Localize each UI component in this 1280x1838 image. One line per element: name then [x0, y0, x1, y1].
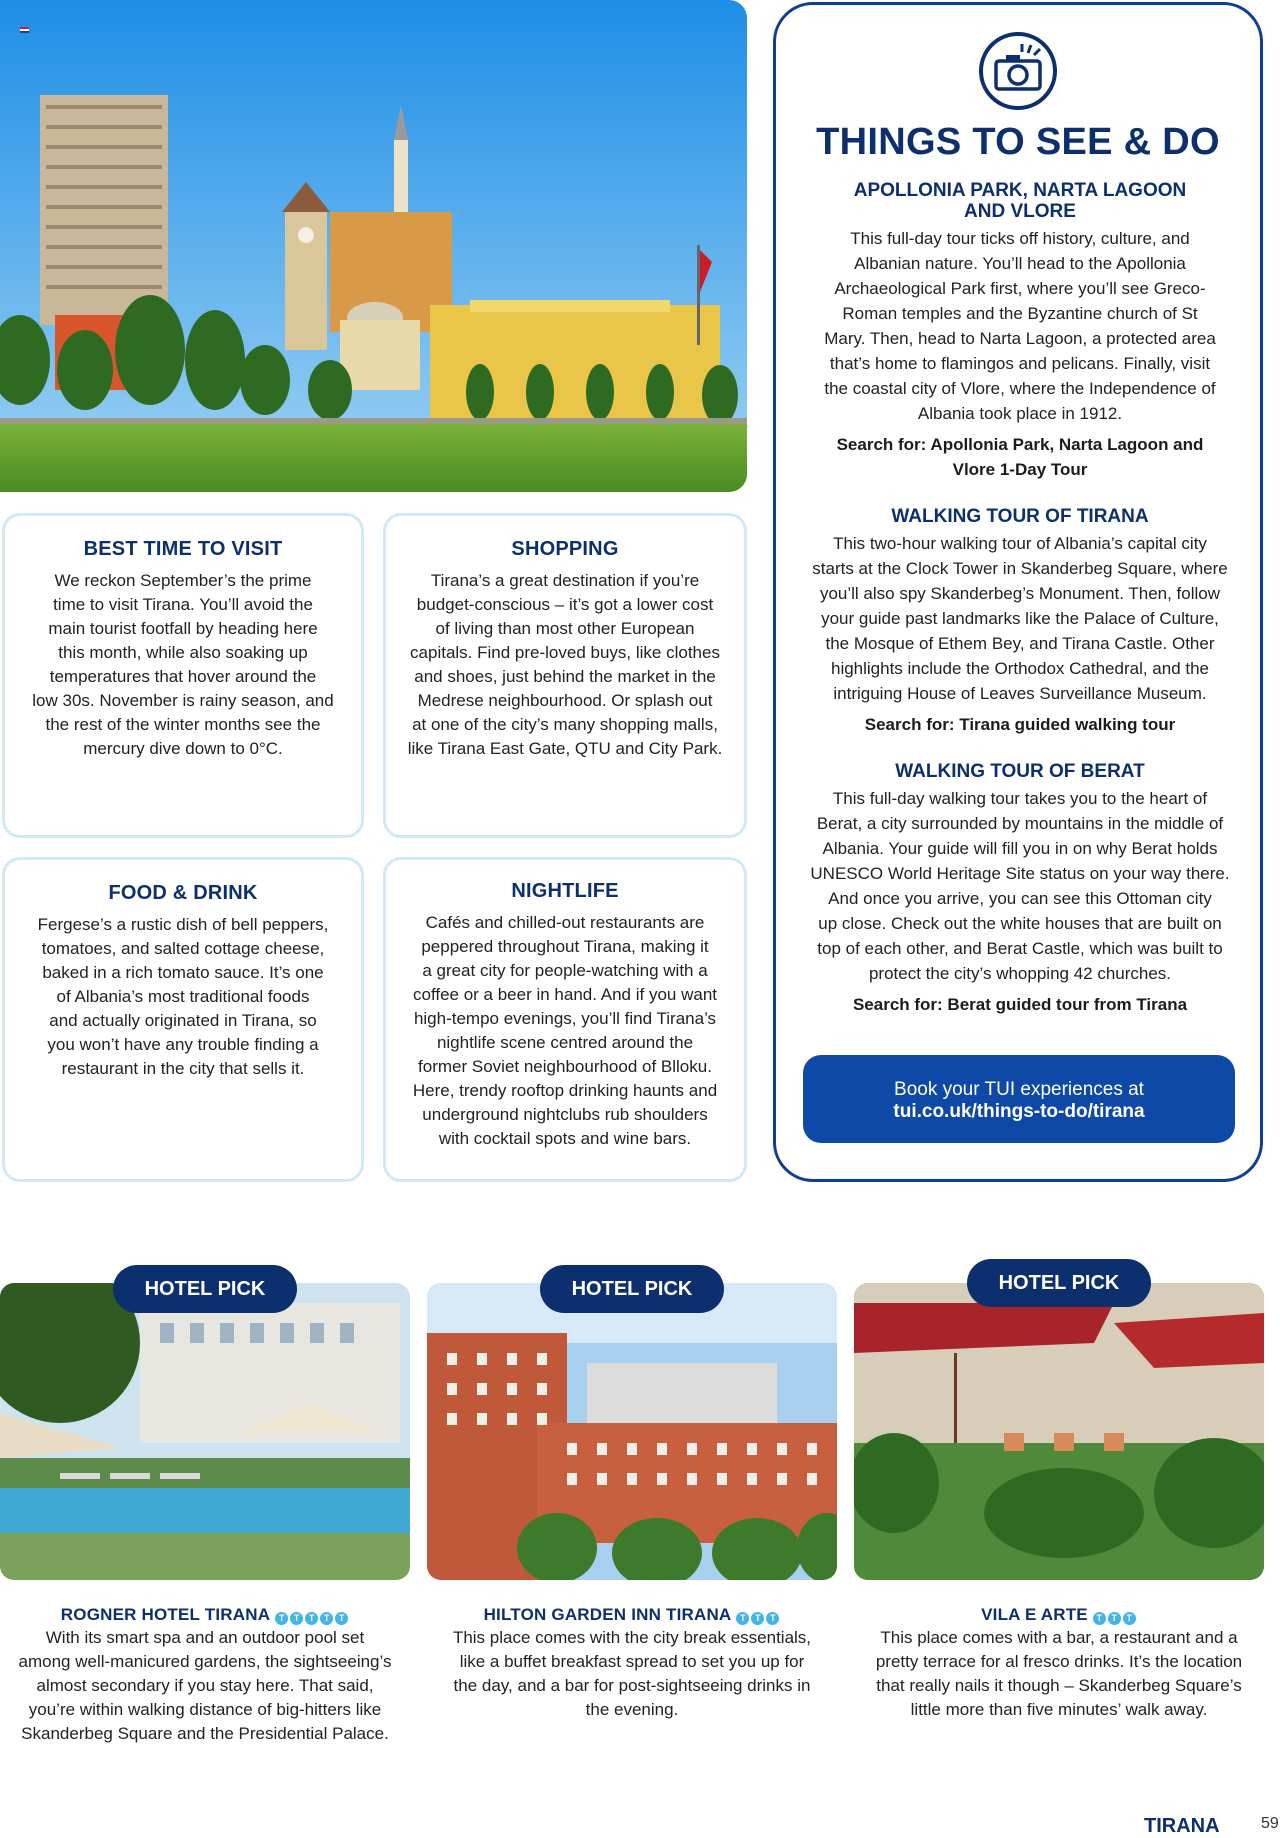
- section-title: WALKING TOUR OF BERAT: [895, 761, 1145, 782]
- best-time-title: BEST TIME TO VISIT: [83, 538, 283, 560]
- hotel-pick-badge: HOTEL PICK: [113, 1265, 297, 1313]
- nightlife-text: Cafés and chilled-out restaurants are peppered throughout Tirana, making it a great city for people-watching with a coffee or a beer in hand. And if you want high-tempo evenings, you’ll find Tirana’s nightlife scene centred around the former Soviet neighbourhood of Blloku. Here, trendy rooftop drinking haunts and underground nightclubs rub shoulders with cocktail spots and wine bars.: [412, 913, 718, 1148]
- book-button-link[interactable]: tui.co.uk/things-to-do/tirana: [893, 1101, 1145, 1122]
- hotel-name: HILTON GARDEN INN TIRANA T T T: [427, 1605, 837, 1626]
- best-time-box: [2, 513, 364, 838]
- footer-section-label: TIRANA: [1144, 1815, 1220, 1837]
- camera-icon: [978, 31, 1058, 111]
- shopping-title: SHOPPING: [511, 538, 619, 560]
- rating-icon: T T T: [1092, 1606, 1137, 1626]
- shopping-box: [383, 513, 747, 838]
- things-to-see-panel: [773, 2, 1263, 1182]
- hero-photo: [0, 0, 747, 492]
- panel-title: THINGS TO SEE & DO: [816, 121, 1220, 163]
- flag-icon: [20, 20, 29, 26]
- search-text: Search for: Tirana guided walking tour: [864, 715, 1176, 734]
- section-text: This full-day tour ticks off history, culture, and Albanian nature. You’ll head to the Apollonia Archaeological Park first, where you’ll see Greco- Roman temples and the Byzantine church of St Mary. Then, head to Narta Lagoon, a protected area that’s home to flamingos and pelicans. Finally, visit the coastal city of Vlore, where the Independence of Albania took place in 1912.: [824, 229, 1216, 423]
- hotel-name: ROGNER HOTEL TIRANA T T T T T: [0, 1605, 410, 1626]
- book-experiences-button[interactable]: [803, 1055, 1235, 1143]
- rating-icon: T T T T T: [274, 1606, 349, 1626]
- section-text: This two-hour walking tour of Albania’s capital city starts at the Clock Tower in Skanderbeg Square, where you’ll also spy Skanderbeg’s Monument. Then, follow your guide past landmarks like the Palace of Culture, the Mosque of Ethem Bey, and Tirana Castle. Other highlights include the Orthodox Cathedral, and the intriguing House of Leaves Surveillance Museum.: [812, 534, 1228, 703]
- hotel-description: This place comes with a bar, a restaurant and a pretty terrace for al fresco drinks. It’s the location that really nails it though – Skanderbeg Square’s little more than five minutes’ walk away.: [875, 1628, 1243, 1719]
- hotel-name: VILA E ARTE T T T: [854, 1605, 1264, 1626]
- hotel-photo-hilton: [427, 1283, 837, 1580]
- hotel-description: With its smart spa and an outdoor pool set among well-manicured gardens, the sightseeing’s almost secondary if you stay here. That said, you’re within walking distance of big-hitters like Skanderbeg Square and the Presidential Palace.: [18, 1628, 392, 1743]
- nightlife-title: NIGHTLIFE: [511, 880, 619, 902]
- food-drink-text: Fergese’s a rustic dish of bell peppers, tomatoes, and salted cottage cheese, baked in a rich tomato sauce. It’s one of Albania’s most traditional foods and actually originated in Tirana, so you won’t have any trouble finding a restaurant in the city that sells it.: [37, 915, 329, 1078]
- hotel-photo-rogner: [0, 1283, 410, 1580]
- book-button-line1: Book your TUI experiences at: [894, 1079, 1144, 1100]
- section-walking-berat: [800, 761, 1240, 1017]
- hotel-pick-badge: HOTEL PICK: [540, 1265, 724, 1313]
- hotel-photo-vila-e-arte: [854, 1283, 1264, 1580]
- food-drink-title: FOOD & DRINK: [108, 882, 258, 904]
- search-text: Search for: Apollonia Park, Narta Lagoon and Vlore 1-Day Tour: [836, 435, 1204, 479]
- hotel-description: This place comes with the city break essentials, like a buffet breakfast spread to set you up for the day, and a bar for post-sightseeing drinks in the evening.: [452, 1628, 812, 1719]
- nightlife-box: [383, 857, 747, 1182]
- rating-icon: T T T: [735, 1606, 780, 1626]
- section-walking-tirana: [800, 506, 1240, 737]
- section-text: This full-day walking tour takes you to the heart of Berat, a city surrounded by mountains in the middle of Albania. Your guide will fill you in on why Berat holds UNESCO World Heritage Site status on your way there. And once you arrive, you can see this Ottoman city up close. Check out the white houses that are built on top of each other, and Berat Castle, which was built to protect the city’s whopping 42 churches.: [810, 789, 1230, 983]
- section-apollonia: [800, 180, 1240, 482]
- hotel-pick-badge: HOTEL PICK: [967, 1259, 1151, 1307]
- shopping-text: Tirana’s a great destination if you’re budget-conscious – it’s got a lower cost of living than most other European capitals. Find pre-loved buys, like clothes and shoes, just behind the market in the Medrese neighbourhood. Or splash out at one of the city’s many shopping malls, like Tirana East Gate, QTU and City Park.: [407, 571, 723, 758]
- search-text: Search for: Berat guided tour from Tirana: [852, 995, 1188, 1014]
- food-drink-box: [2, 857, 364, 1182]
- section-title: WALKING TOUR OF TIRANA: [891, 506, 1149, 527]
- section-title: APOLLONIA PARK, NARTA LAGOON AND VLORE: [853, 180, 1187, 222]
- page-number: 59: [1261, 1815, 1279, 1832]
- best-time-text: We reckon September’s the prime time to visit Tirana. You’ll avoid the main tourist footfall by heading here this month, while also soaking up temperatures that hover around the low 30s. November is rainy season, and the rest of the winter months see the mercury dive down to 0°C.: [32, 571, 334, 758]
